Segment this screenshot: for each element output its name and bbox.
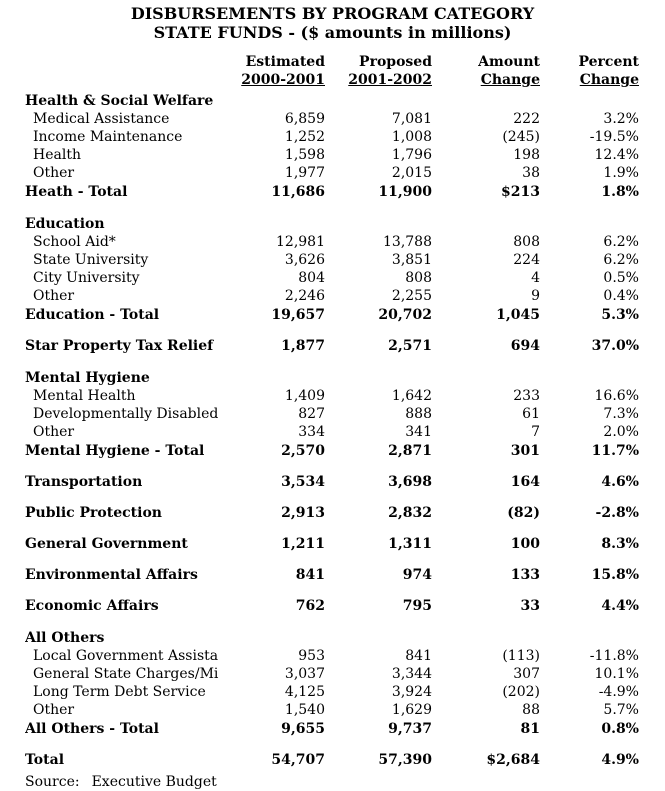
cell-est: 3,534	[281, 474, 325, 490]
table-row	[25, 597, 665, 615]
cell-prop: 2,832	[388, 505, 432, 521]
cell-pct: 3.2%	[603, 111, 639, 127]
cell-prop: 2,871	[388, 443, 432, 459]
cell-est: 54,707	[271, 752, 325, 768]
cell-pct: 16.6%	[594, 388, 639, 404]
col-estimated-label: Estimated	[245, 54, 325, 70]
title-line-1: DISBURSEMENTS BY PROGRAM CATEGORY	[130, 4, 535, 23]
cell-amt: (82)	[507, 505, 540, 521]
cell-pct: 4.9%	[601, 752, 639, 768]
cell-pct: 5.3%	[601, 307, 639, 323]
row-label: Public Protection	[25, 505, 162, 521]
row-label: Other	[33, 288, 75, 304]
table-row	[25, 215, 665, 233]
cell-prop	[325, 629, 432, 647]
table-row	[25, 387, 665, 405]
cell-pct	[540, 215, 639, 233]
cell-pct: 11.7%	[591, 443, 639, 459]
source-value: Executive Budget	[91, 774, 217, 790]
cell-prop: 1,796	[391, 147, 432, 163]
cell-est: 2,570	[281, 443, 325, 459]
cell-pct: 0.5%	[603, 270, 639, 286]
cell-amt: 301	[510, 443, 540, 459]
cell-est: 3,037	[284, 666, 325, 682]
cell-prop: 1,008	[391, 129, 432, 145]
cell-amt: 33	[520, 598, 540, 614]
cell-amt: 694	[510, 338, 540, 354]
cell-prop: 1,311	[388, 536, 432, 552]
column-header-row-1	[25, 53, 665, 71]
source-line	[25, 773, 665, 791]
cell-prop: 888	[405, 406, 432, 422]
table-row	[25, 251, 665, 269]
cell-prop: 795	[402, 598, 432, 614]
cell-amt: 222	[513, 111, 540, 127]
cell-est: 4,125	[284, 684, 325, 700]
table-row	[25, 233, 665, 251]
cell-pct: 2.0%	[603, 424, 639, 440]
cell-pct: 0.8%	[601, 721, 639, 737]
cell-pct	[540, 92, 639, 110]
cell-amt	[432, 629, 540, 647]
table-body	[25, 92, 665, 769]
cell-pct: 7.3%	[603, 406, 639, 422]
cell-est: 804	[298, 270, 325, 286]
table-row	[25, 647, 665, 665]
cell-est: 1,598	[284, 147, 325, 163]
row-label: Environmental Affairs	[25, 567, 198, 583]
cell-amt: (202)	[502, 684, 540, 700]
page-title	[25, 4, 640, 42]
cell-est: 1,977	[284, 165, 325, 181]
cell-est: 9,655	[281, 721, 325, 737]
cell-est: 11,686	[271, 184, 325, 200]
col-proposed-sublabel: 2001-2002	[348, 72, 432, 88]
table-row	[25, 369, 665, 387]
cell-amt: 9	[531, 288, 540, 304]
cell-amt: (245)	[502, 129, 540, 145]
cell-est	[232, 629, 325, 647]
table-row	[25, 92, 665, 110]
cell-amt: 307	[513, 666, 540, 682]
cell-est: 1,877	[281, 338, 325, 354]
table-row	[25, 701, 665, 719]
cell-prop	[325, 215, 432, 233]
row-label: Income Maintenance	[33, 129, 183, 145]
cell-pct: 4.6%	[601, 474, 639, 490]
row-label: City University	[33, 270, 140, 286]
table-row	[25, 405, 665, 423]
table-row	[25, 442, 665, 460]
col-proposed-label: Proposed	[359, 54, 432, 70]
table-row	[25, 128, 665, 146]
cell-prop: 341	[405, 424, 432, 440]
row-label: Total	[25, 752, 65, 768]
cell-prop: 974	[402, 567, 432, 583]
cell-amt: 88	[522, 702, 540, 718]
cell-est: 12,981	[276, 234, 325, 250]
cell-pct: 6.2%	[603, 252, 639, 268]
row-label: All Others	[25, 630, 105, 646]
cell-prop: 3,924	[391, 684, 432, 700]
cell-est: 953	[298, 648, 325, 664]
cell-amt: 233	[513, 388, 540, 404]
cell-prop: 2,255	[391, 288, 432, 304]
table-row	[25, 287, 665, 305]
cell-pct: 37.0%	[591, 338, 639, 354]
cell-est: 334	[298, 424, 325, 440]
column-headers	[25, 53, 665, 89]
cell-amt: 224	[513, 252, 540, 268]
row-label: General Government	[25, 536, 188, 552]
table-row	[25, 183, 665, 201]
cell-pct: 1.8%	[601, 184, 639, 200]
table-row	[25, 423, 665, 441]
cell-pct: 15.8%	[591, 567, 639, 583]
cell-amt: 61	[522, 406, 540, 422]
cell-est: 1,409	[284, 388, 325, 404]
cell-pct: 10.1%	[594, 666, 639, 682]
row-label: Developmentally Disabled	[33, 406, 219, 422]
cell-prop: 9,737	[388, 721, 432, 737]
source-label: Source:	[25, 774, 80, 790]
table-row	[25, 535, 665, 553]
col-percent-sublabel: Change	[579, 72, 639, 88]
cell-prop: 13,788	[383, 234, 432, 250]
cell-est: 2,913	[281, 505, 325, 521]
cell-prop: 20,702	[378, 307, 432, 323]
table-row	[25, 720, 665, 738]
row-label: Medical Assistance	[33, 111, 170, 127]
cell-amt: 81	[520, 721, 540, 737]
row-label: Mental Health	[33, 388, 136, 404]
cell-est: 827	[298, 406, 325, 422]
cell-pct: -2.8%	[595, 505, 639, 521]
cell-amt: 4	[531, 270, 540, 286]
cell-amt: $213	[501, 184, 540, 200]
title-line-2: STATE FUNDS - ($ amounts in millions)	[153, 23, 512, 42]
table-row	[25, 504, 665, 522]
row-label: General State Charges/Mi	[33, 666, 219, 682]
table-row	[25, 566, 665, 584]
row-label: Education - Total	[25, 307, 160, 323]
cell-pct: 12.4%	[594, 147, 639, 163]
cell-prop	[325, 369, 432, 387]
row-label: Education	[25, 216, 105, 232]
row-label: Other	[33, 165, 75, 181]
cell-est: 1,211	[281, 536, 325, 552]
cell-amt: 133	[510, 567, 540, 583]
table-row	[25, 269, 665, 287]
cell-est: 762	[295, 598, 325, 614]
cell-pct: -19.5%	[589, 129, 639, 145]
cell-est: 19,657	[271, 307, 325, 323]
cell-est	[232, 369, 325, 387]
cell-prop: 2,571	[388, 338, 432, 354]
cell-prop: 7,081	[391, 111, 432, 127]
cell-pct: -4.9%	[598, 684, 639, 700]
cell-pct: 1.9%	[603, 165, 639, 181]
cell-est	[232, 92, 325, 110]
cell-prop: 2,015	[391, 165, 432, 181]
cell-amt	[432, 215, 540, 233]
cell-est: 841	[295, 567, 325, 583]
row-label: Star Property Tax Relief	[25, 338, 214, 354]
row-label: State University	[33, 252, 149, 268]
table-row	[25, 473, 665, 491]
cell-amt	[432, 369, 540, 387]
table-row	[25, 665, 665, 683]
cell-amt: 7	[531, 424, 540, 440]
cell-prop	[325, 92, 432, 110]
table-row	[25, 146, 665, 164]
col-estimated-sublabel: 2000-2001	[241, 72, 325, 88]
cell-amt: 198	[513, 147, 540, 163]
column-header-row-2	[25, 71, 665, 89]
cell-amt: 1,045	[496, 307, 540, 323]
cell-amt: 164	[510, 474, 540, 490]
cell-prop: 841	[405, 648, 432, 664]
cell-pct: 0.4%	[603, 288, 639, 304]
cell-amt	[432, 92, 540, 110]
row-label: School Aid*	[33, 234, 116, 250]
cell-prop: 3,344	[391, 666, 432, 682]
col-amount-label: Amount	[478, 54, 540, 70]
cell-prop: 808	[405, 270, 432, 286]
cell-amt: 100	[510, 536, 540, 552]
row-label: Mental Hygiene	[25, 370, 150, 386]
row-label: Heath - Total	[25, 184, 128, 200]
cell-amt: 38	[522, 165, 540, 181]
cell-prop: 1,642	[391, 388, 432, 404]
cell-est: 2,246	[284, 288, 325, 304]
cell-amt: (113)	[502, 648, 540, 664]
cell-pct: -11.8%	[589, 648, 639, 664]
cell-est: 3,626	[284, 252, 325, 268]
row-label: Long Term Debt Service	[33, 684, 206, 700]
table-row	[25, 337, 665, 355]
row-label: All Others - Total	[25, 721, 159, 737]
cell-est: 1,540	[284, 702, 325, 718]
cell-prop: 1,629	[391, 702, 432, 718]
cell-pct: 4.4%	[601, 598, 639, 614]
row-label: Other	[33, 424, 75, 440]
table-row	[25, 306, 665, 324]
cell-pct: 5.7%	[603, 702, 639, 718]
cell-pct	[540, 629, 639, 647]
cell-est: 6,859	[284, 111, 325, 127]
cell-amt: $2,684	[486, 752, 540, 768]
col-percent-label: Percent	[578, 54, 639, 70]
table-row	[25, 110, 665, 128]
row-label: Local Government Assista	[33, 648, 219, 664]
row-label: Economic Affairs	[25, 598, 159, 614]
table-row	[25, 164, 665, 182]
row-label: Mental Hygiene - Total	[25, 443, 205, 459]
col-amount-sublabel: Change	[480, 72, 540, 88]
cell-est: 1,252	[284, 129, 325, 145]
row-label: Transportation	[25, 474, 143, 490]
cell-prop: 3,698	[388, 474, 432, 490]
cell-est	[232, 215, 325, 233]
cell-prop: 57,390	[378, 752, 432, 768]
cell-amt: 808	[513, 234, 540, 250]
cell-pct	[540, 369, 639, 387]
table-row	[25, 751, 665, 769]
cell-prop: 3,851	[391, 252, 432, 268]
cell-pct: 8.3%	[601, 536, 639, 552]
cell-pct: 6.2%	[603, 234, 639, 250]
cell-prop: 11,900	[378, 184, 432, 200]
table-row	[25, 629, 665, 647]
row-label: Health	[33, 147, 81, 163]
row-label: Health & Social Welfare	[25, 93, 214, 109]
table-row	[25, 683, 665, 701]
row-label: Other	[33, 702, 75, 718]
